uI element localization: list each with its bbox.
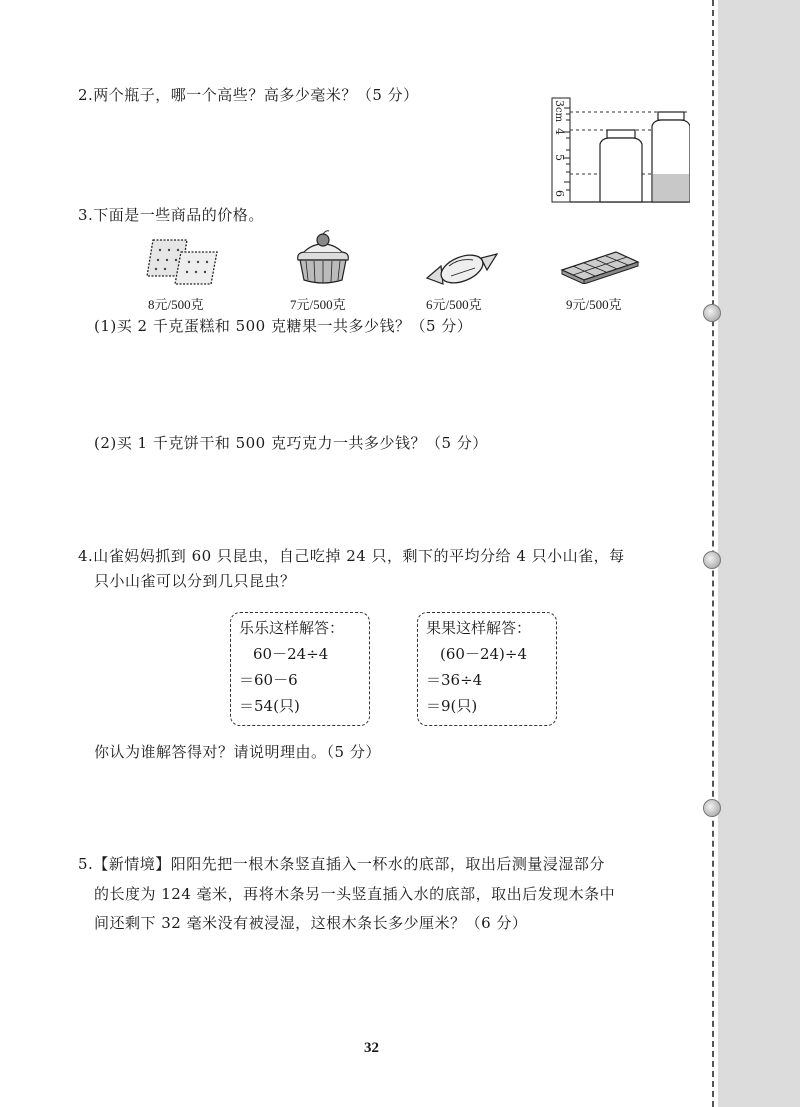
question-3: 3.下面是一些商品的价格。 <box>78 206 264 224</box>
price-biscuit: 8元/500克 <box>148 297 204 312</box>
ruler-unit: cm <box>553 107 564 123</box>
ruler-label-5: 5 <box>553 154 566 161</box>
question-4-line-1: 4.山雀妈妈抓到 60 只昆虫，自己吃掉 24 只，剩下的平均分给 4 只小山雀，每 <box>78 547 625 565</box>
bottles-ruler-figure <box>550 94 690 206</box>
ruler-label-4: 4 <box>553 128 566 135</box>
question-2: 2.两个瓶子，哪一个高些？高多少毫米？（5 分） <box>78 86 419 104</box>
lele-title: 乐乐这样解答： <box>239 619 345 637</box>
ruler-label-3: 3 <box>553 100 566 107</box>
price-candy: 6元/500克 <box>426 297 482 312</box>
binding-hole-2 <box>703 551 721 569</box>
biscuit-image <box>145 236 225 286</box>
bottle-left <box>600 130 642 202</box>
chocolate-image <box>560 250 640 284</box>
lele-solution-box <box>230 612 370 726</box>
candy-image <box>425 244 499 288</box>
cake-image <box>292 230 354 288</box>
guoguo-step-1: (60－24)÷4 <box>440 645 527 663</box>
question-5-line-2: 的长度为 124 毫米，再将木条另一头竖直插入水的底部，取出后发现木条中 <box>94 885 616 903</box>
price-cake: 7元/500克 <box>290 297 346 312</box>
guoguo-step-2: ＝36÷4 <box>426 671 483 689</box>
guoguo-title: 果果这样解答： <box>426 619 532 637</box>
binding-hole-3 <box>703 799 721 817</box>
question-5-line-3: 间还剩下 32 毫米没有被浸湿，这根木条长多少厘米？（6 分） <box>94 914 528 932</box>
price-chocolate: 9元/500克 <box>566 297 622 312</box>
question-4-ask: 你认为谁解答得对？请说明理由。（5 分） <box>94 743 381 761</box>
guoguo-solution-box <box>417 612 557 726</box>
ruler-label-6: 6 <box>553 190 566 197</box>
lele-step-2: ＝60－6 <box>239 671 298 689</box>
lele-step-3: ＝54(只) <box>239 697 300 715</box>
question-3-part-2: (2)买 1 千克饼干和 500 克巧克力一共多少钱？（5 分） <box>94 434 488 452</box>
question-5-line-1: 5.【新情境】阳阳先把一根木条竖直插入一杯水的底部，取出后测量浸湿部分 <box>78 855 605 873</box>
page-number: 32 <box>364 1040 379 1056</box>
binding-hole-1 <box>703 304 721 322</box>
bottle-right <box>652 112 690 202</box>
binding-strip <box>718 0 800 1107</box>
guoguo-step-3: ＝9(只) <box>426 697 478 715</box>
question-4-line-2: 只小山雀可以分到几只昆虫？ <box>94 572 296 590</box>
question-3-part-1: (1)买 2 千克蛋糕和 500 克糖果一共多少钱？（5 分） <box>94 317 473 335</box>
lele-step-1: 60－24÷4 <box>253 645 329 663</box>
